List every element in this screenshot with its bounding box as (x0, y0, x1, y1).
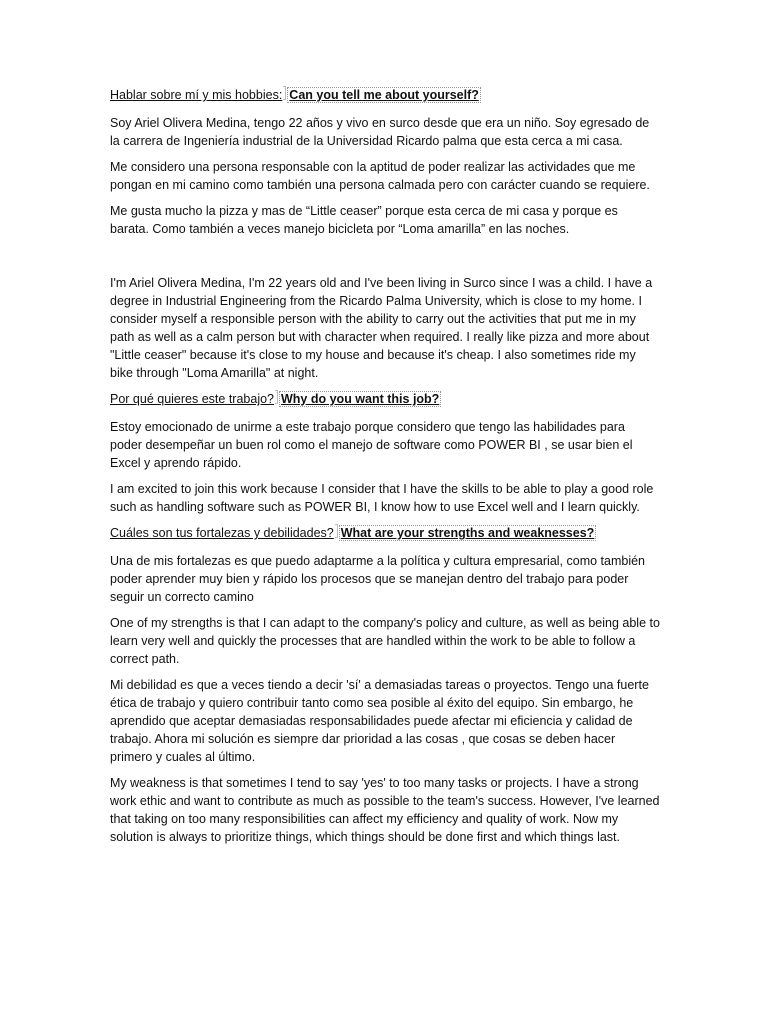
comment-marker-icon (335, 524, 338, 538)
question-english: Why do you want this job? (281, 392, 440, 406)
answer-paragraph: Me gusta mucho la pizza y mas de “Little ceaser” porque esta cerca de mi casa y porque es barata. Como también a veces manejo bicicleta por “Loma amarilla” en las noches. (110, 204, 618, 236)
question-heading (110, 524, 660, 542)
question-heading (110, 86, 660, 104)
answer-paragraph: Soy Ariel Olivera Medina, tengo 22 años y vivo en surco desde que era un niño. Soy egresado de la carrera de Ingeniería industrial de la Universidad Ricardo palma que esta cerca a mi casa. (110, 116, 650, 148)
question-spanish: Por qué quieres este trabajo? (110, 392, 274, 406)
question-heading (110, 390, 660, 408)
question-spanish: Cuáles son tus fortalezas y debilidades? (110, 526, 334, 540)
answer-paragraph: I am excited to join this work because I consider that I have the skills to be able to play a good role such as handling software such as POWER BI, I know how to use Excel well and I learn quickly. (110, 482, 654, 514)
answer-paragraph: Una de mis fortalezas es que puedo adaptarme a la política y cultura empresarial, como también poder aprender muy bien y rápido los procesos que se manejan dentro del trabajo para poder seguir un correcto camino (110, 554, 646, 604)
translation-paragraph: I'm Ariel Olivera Medina, I'm 22 years old and I've been living in Surco since I was a child. I have a degree in Industrial Engineering from the Ricardo Palma University, which is close to my home. I consider myself a responsible person with the ability to carry out the activities that put me in my path as well as a calm person but with character when required. I really like pizza and more about "Little ceaser" because it's close to my house and because it's cheap. I also sometimes ride my bike through "Loma Amarilla" at night. (110, 276, 653, 380)
document-page (110, 78, 660, 854)
comment-marker-icon (275, 390, 278, 404)
answer-paragraph: One of my strengths is that I can adapt to the company's policy and culture, as well as being able to learn very well and quickly the processes that are handled within the work to be able to follow a correct path. (110, 616, 660, 666)
answer-paragraph: Me considero una persona responsable con la aptitud de poder realizar las actividades que me pongan en mi camino como también una persona calmada pero con carácter cuando se requiere. (110, 160, 650, 192)
question-english: What are your strengths and weaknesses? (340, 526, 595, 540)
question-english: Can you tell me about yourself? (289, 88, 479, 102)
answer-paragraph: Mi debilidad es que a veces tiendo a decir 'sí' a demasiadas tareas o proyectos. Tengo una fuerte ética de trabajo y quiero contribuir tanto como sea posible al éxito del equipo. Sin embargo, he aprendido que aceptar demasiadas responsabilidades puede afectar mi eficiencia y calidad de trabajo. Ahora mi solución es siempre dar prioridad a las cosas , que cosas se deben hacer primero y cuales al último. (110, 678, 649, 764)
answer-paragraph: Estoy emocionado de unirme a este trabajo porque considero que tengo las habilidades para poder desempeñar un buen rol como el manejo de software como POWER BI , se usar bien el Excel y aprendo rápido. (110, 420, 633, 470)
answer-paragraph: My weakness is that sometimes I tend to say 'yes' to too many tasks or projects. I have a strong work ethic and want to contribute as much as possible to the team's success. However, I've learned that taking on too many responsibilities can affect my efficiency and quality of work. Now my solution is always to prioritize things, which things should be done first and which things last. (110, 776, 660, 844)
question-spanish: Hablar sobre mí y mis hobbies: (110, 88, 283, 102)
blank-line (110, 246, 660, 274)
comment-marker-icon (283, 86, 286, 100)
